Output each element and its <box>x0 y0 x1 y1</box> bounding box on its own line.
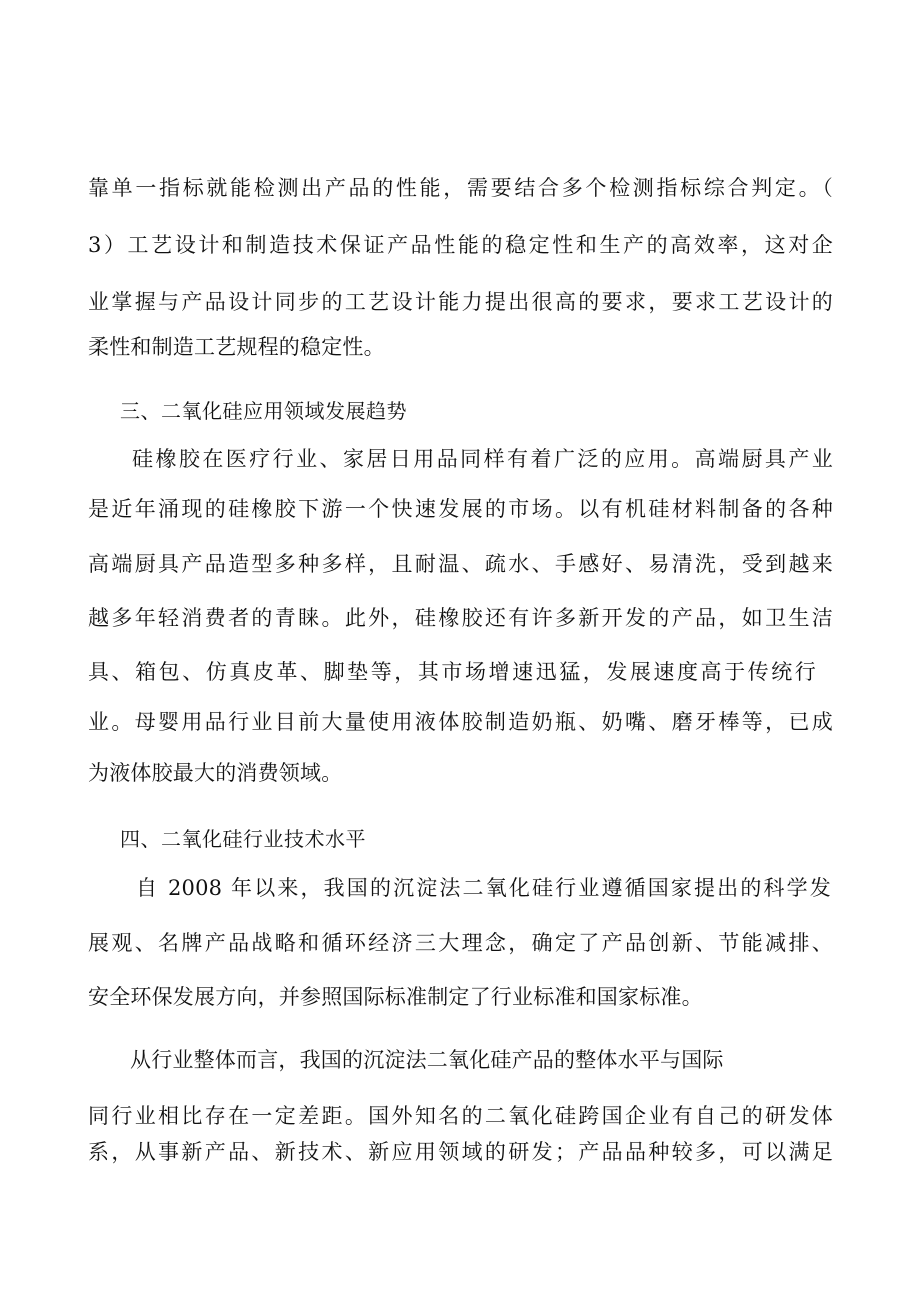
section-heading: 四、二氧化硅行业技术水平 <box>120 827 366 851</box>
paragraph-line: 越多年轻消费者的青睐。此外，硅橡胶还有许多新开发的产品，如卫生洁 <box>88 606 833 630</box>
paragraph-line: 同行业相比存在一定差距。国外知名的二氧化硅跨国企业有自己的研发体 <box>88 1104 833 1128</box>
paragraph-line: 系，从事新产品、新技术、新应用领域的研发；产品品种较多，可以满足 <box>88 1140 833 1164</box>
paragraph-line: 具、箱包、仿真皮革、脚垫等，其市场增速迅猛，发展速度高于传统行 <box>88 660 816 684</box>
paragraph-line: 为液体胶最大的消费领域。 <box>88 761 343 785</box>
paragraph-line: 硅橡胶在医疗行业、家居日用品同样有着广泛的应用。高端厨具产业 <box>132 447 833 471</box>
paragraph-line: 是近年涌现的硅橡胶下游一个快速发展的市场。以有机硅材料制备的各种 <box>88 497 833 521</box>
paragraph-line: 靠单一指标就能检测出产品的性能，需要结合多个检测指标综合判定。（ <box>88 176 833 200</box>
section-heading: 三、二氧化硅应用领域发展趋势 <box>120 399 407 423</box>
paragraph-line: 高端厨具产品造型多种多样，且耐温、疏水、手感好、易清洗，受到越来 <box>88 552 833 576</box>
paragraph-line: 自 2008 年以来，我国的沉淀法二氧化硅行业遵循国家提出的科学发 <box>136 876 831 900</box>
paragraph-line: 安全环保发展方向，并参照国际标准制定了行业标准和国家标准。 <box>88 985 703 1009</box>
paragraph-line: 柔性和制造工艺规程的稳定性。 <box>88 335 385 359</box>
paragraph-line: 业掌握与产品设计同步的工艺设计能力提出很高的要求，要求工艺设计的 <box>88 290 833 314</box>
paragraph-line: 展观、名牌产品战略和循环经济三大理念，确定了产品创新、节能减排、 <box>88 931 833 955</box>
paragraph-line: 业。母婴用品行业目前大量使用液体胶制造奶瓶、奶嘴、磨牙棒等，已成 <box>88 710 833 734</box>
paragraph-line: 从行业整体而言，我国的沉淀法二氧化硅产品的整体水平与国际 <box>130 1048 724 1072</box>
paragraph-line: 3）工艺设计和制造技术保证产品性能的稳定性和生产的高效率，这对企 <box>88 233 833 257</box>
